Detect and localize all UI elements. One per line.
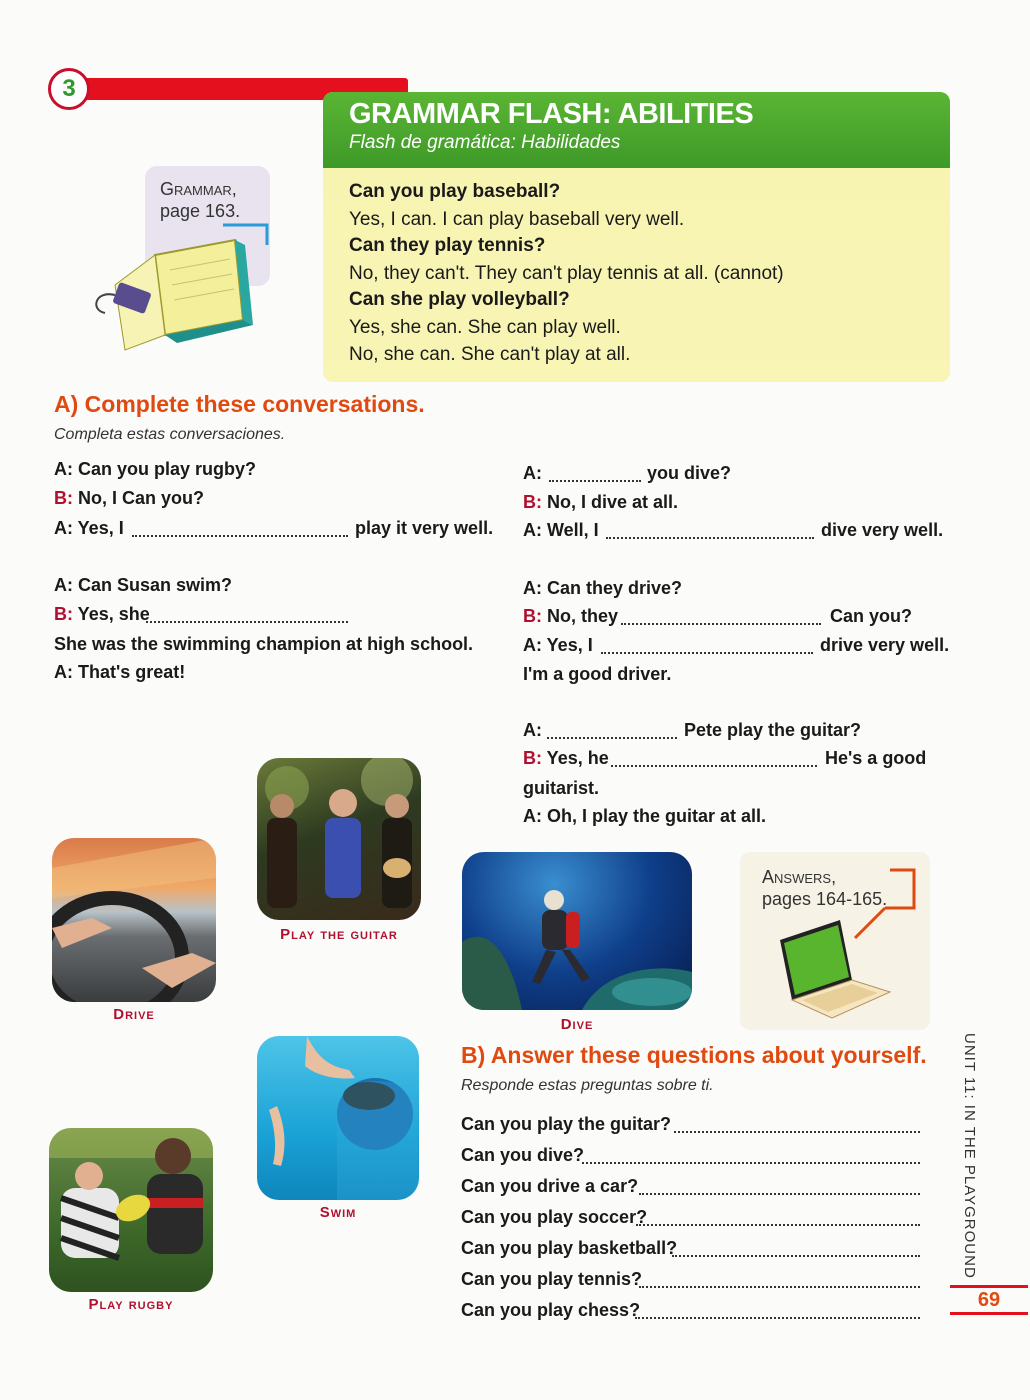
- answer-blank[interactable]: [639, 1272, 920, 1288]
- question-item: Can you play tennis?: [461, 1269, 643, 1289]
- answer-blank[interactable]: [601, 638, 813, 654]
- section-a-title: A) Complete these conversations.: [54, 391, 425, 417]
- grammar-example-question: Can she play volleyball?: [349, 289, 570, 310]
- conversation-line: A:: [523, 720, 542, 740]
- grammar-example-answer: No, she can. She can't play at all.: [349, 344, 631, 365]
- steering-wheel-image: [52, 838, 216, 1002]
- photo-play-guitar: [257, 758, 421, 920]
- answer-blank[interactable]: [636, 1210, 920, 1226]
- conversation-line: B: No, they: [523, 606, 619, 626]
- conversation-line: B: No, I dive at all.: [523, 492, 679, 512]
- conversation-line: A:: [523, 463, 542, 483]
- unit-side-text: UNIT 11: IN THE PLAYGROUND: [961, 1033, 978, 1279]
- photo-swim: [257, 1036, 419, 1200]
- question-item: Can you play the guitar?: [461, 1114, 672, 1134]
- caption-drive: Drive: [113, 1006, 155, 1023]
- photo-play-rugby: [49, 1128, 213, 1292]
- grammar-flash-header: [323, 92, 950, 168]
- answer-blank[interactable]: [674, 1117, 920, 1133]
- grammar-example-question: Can they play tennis?: [349, 235, 546, 256]
- grammar-example-answer: No, they can't. They can't play tennis at all. (cannot): [349, 263, 784, 284]
- conversation-line: dive very well.: [821, 520, 944, 540]
- caption-play-guitar: Play the guitar: [280, 926, 398, 943]
- notebook-icon: [85, 185, 275, 355]
- scuba-diver-image: [462, 852, 692, 1010]
- answer-blank[interactable]: [672, 1241, 920, 1257]
- grammar-example-question: Can you play baseball?: [349, 181, 561, 202]
- rugby-players-image: [49, 1128, 213, 1292]
- conversation-line: Pete play the guitar?: [684, 720, 862, 740]
- conversation-line: A: Can they drive?: [523, 578, 683, 598]
- question-item: Can you drive a car?: [461, 1176, 639, 1196]
- conversation-line: A: Oh, I play the guitar at all.: [523, 806, 767, 826]
- conversation-line: B: Yes, she: [54, 604, 150, 624]
- grammar-reference-text: Grammar, page 163.: [160, 179, 241, 221]
- swimmer-image: [257, 1036, 419, 1200]
- caption-play-rugby: Play rugby: [88, 1296, 174, 1313]
- answer-blank[interactable]: [549, 466, 641, 482]
- conversation-line: A: Well, I: [523, 520, 599, 540]
- caption-swim: Swim: [319, 1204, 357, 1221]
- conversation-line: She was the swimming champion at high school.: [54, 634, 474, 654]
- answer-blank[interactable]: [582, 1148, 920, 1164]
- laptop-icon: [760, 860, 930, 1030]
- conversation-line: B: No, I Can you?: [54, 488, 205, 508]
- photo-dive: [462, 852, 692, 1010]
- conversation-line: you dive?: [647, 463, 732, 483]
- answer-blank[interactable]: [606, 523, 814, 539]
- answer-blank[interactable]: [611, 751, 817, 767]
- grammar-example-answer: Yes, I can. I can play baseball very well.: [349, 209, 685, 230]
- grammar-flash-box: [323, 92, 950, 382]
- guitar-players-image: [257, 758, 421, 920]
- question-item: Can you dive?: [461, 1145, 585, 1165]
- question-item: Can you play soccer?: [461, 1207, 648, 1227]
- page-number: 69: [950, 1285, 1028, 1315]
- grammar-flash-subtitle: Flash de gramática: Habilidades: [349, 132, 621, 153]
- conversation-line: I'm a good driver.: [523, 664, 672, 684]
- conversation-line: Can you?: [830, 606, 913, 626]
- answers-reference-text: Answers, pages 164-165.: [762, 867, 888, 909]
- answer-blank[interactable]: [146, 607, 348, 623]
- section-number-badge: 3: [48, 68, 90, 110]
- conversation-line: He's a good: [825, 748, 927, 768]
- section-b-title: B) Answer these questions about yourself.: [461, 1042, 927, 1068]
- conversation-line: play it very well.: [355, 518, 494, 538]
- conversation-line: A: Can Susan swim?: [54, 575, 233, 595]
- answer-blank[interactable]: [635, 1303, 920, 1319]
- answer-blank[interactable]: [621, 609, 821, 625]
- question-item: Can you play basketball?: [461, 1238, 678, 1258]
- grammar-example-answer: Yes, she can. She can play well.: [349, 317, 621, 338]
- photo-drive: [52, 838, 216, 1002]
- answer-blank[interactable]: [547, 723, 677, 739]
- question-item: Can you play chess?: [461, 1300, 641, 1320]
- unit-side-label: [959, 1035, 979, 1280]
- section-a-subtitle: Completa estas conversaciones.: [54, 426, 286, 443]
- section-b-subtitle: Responde estas preguntas sobre ti.: [461, 1077, 714, 1094]
- conversation-line: A: Yes, I: [523, 635, 593, 655]
- answer-blank[interactable]: [132, 521, 348, 537]
- conversation-line: A: Can you play rugby?: [54, 459, 257, 479]
- conversation-line: guitarist.: [523, 778, 600, 798]
- conversation-line: B: Yes, he: [523, 748, 609, 768]
- conversation-line: A: Yes, I: [54, 518, 124, 538]
- conversation-line: A: That's great!: [54, 662, 186, 682]
- answer-blank[interactable]: [639, 1179, 920, 1195]
- grammar-flash-title: GRAMMAR FLASH: ABILITIES: [349, 98, 754, 130]
- conversation-line: drive very well.: [820, 635, 950, 655]
- caption-dive: Dive: [560, 1016, 594, 1033]
